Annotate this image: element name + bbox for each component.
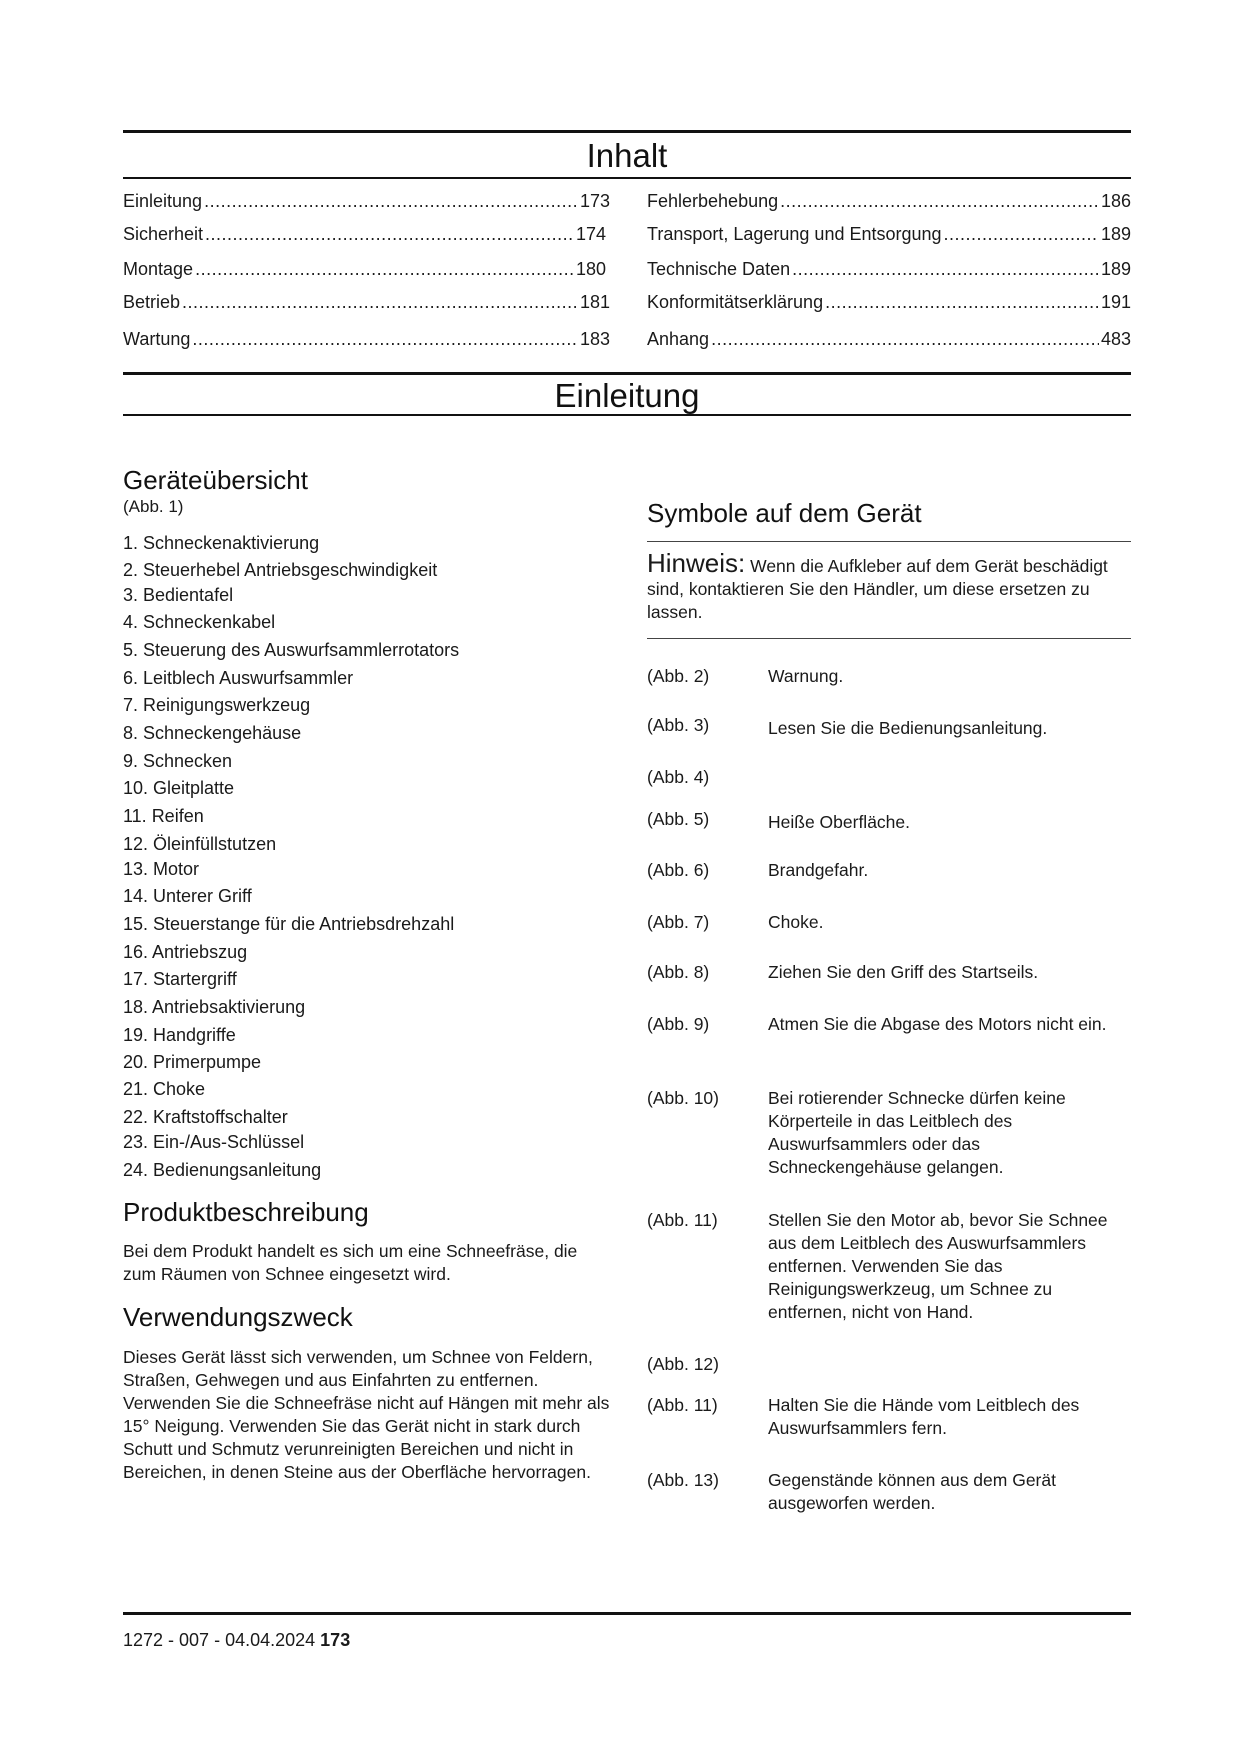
toc-entry-page: 181	[579, 292, 610, 312]
symbol-description: Bei rotierender Schnecke dürfen keine Körperteile in das Leitblech des Auswurfsammlers oder das Schneckengehäuse gelangen.	[768, 1088, 1066, 1177]
symbol-figure-ref: (Abb. 11)	[647, 1210, 718, 1230]
list-item: 23. Ein-/Aus-Schlüssel	[123, 1132, 305, 1152]
toc-entry[interactable]	[123, 223, 606, 245]
symbol-figure-ref: (Abb. 9)	[647, 1014, 710, 1034]
toc-entry-page: 173	[579, 191, 610, 211]
list-item: 22. Kraftstoffschalter	[123, 1107, 288, 1127]
toc-bottom-rule	[123, 177, 1131, 179]
list-item: 5. Steuerung des Auswurfsammlerrotators	[123, 640, 460, 660]
list-item: 19. Handgriffe	[123, 1025, 236, 1045]
symbol-figure-ref: (Abb. 10)	[647, 1088, 719, 1108]
list-item: 17. Startergriff	[123, 969, 237, 989]
list-item: 8. Schneckengehäuse	[123, 723, 302, 743]
intro-top-rule	[123, 372, 1131, 375]
toc-leader-dots	[711, 328, 1099, 350]
symbol-figure-ref: (Abb. 12)	[647, 1354, 719, 1374]
footer-rule	[123, 1612, 1131, 1615]
product-description: Bei dem Produkt handelt es sich um eine Schneefräse, die zum Räumen von Schnee eingesetzt wird.	[123, 1241, 578, 1284]
list-item: 16. Antriebszug	[123, 942, 248, 962]
note-label: Hinweis:	[647, 548, 746, 578]
symbol-figure-ref: (Abb. 8)	[647, 962, 710, 982]
symbol-description: Choke.	[768, 912, 824, 932]
intro-title: Einleitung	[554, 377, 700, 414]
note-text: Wenn die Aufkleber auf dem Gerät beschädigt sind, kontaktieren Sie den Händler, um diese ersetzen zu lassen.	[647, 556, 1108, 622]
note-top-rule	[647, 541, 1131, 542]
list-item: 24. Bedienungsanleitung	[123, 1160, 322, 1180]
toc-leader-dots	[944, 223, 1099, 245]
symbol-figure-ref: (Abb. 4)	[647, 767, 710, 787]
symbol-description: Halten Sie die Hände vom Leitblech des Auswurfsammlers fern.	[768, 1395, 1080, 1438]
overview-heading: Geräteübersicht	[123, 465, 308, 495]
list-item: 6. Leitblech Auswurfsammler	[123, 668, 354, 688]
list-item: 20. Primerpumpe	[123, 1052, 262, 1072]
symbol-description: Atmen Sie die Abgase des Motors nicht ein.	[768, 1014, 1107, 1034]
toc-entry[interactable]	[123, 190, 610, 212]
note-block	[647, 548, 1131, 624]
toc-entry[interactable]	[647, 291, 1131, 313]
toc-top-rule	[123, 130, 1131, 133]
toc-entry[interactable]	[123, 328, 610, 350]
toc-entry-label: Konformitätserklärung	[647, 292, 824, 312]
toc-entry-label: Fehlerbehebung	[647, 191, 779, 211]
toc-entry-label: Anhang	[647, 329, 710, 349]
toc-entry-page: 180	[575, 259, 606, 279]
symbol-figure-ref: (Abb. 3)	[647, 715, 710, 735]
symbol-description: Ziehen Sie den Griff des Startseils.	[768, 962, 1039, 982]
toc-leader-dots	[792, 258, 1099, 280]
list-item: 10. Gleitplatte	[123, 778, 235, 798]
symbol-description: Warnung.	[768, 666, 844, 686]
overview-figure-ref: (Abb. 1)	[123, 497, 184, 516]
toc-entry[interactable]	[123, 291, 610, 313]
symbol-description: Stellen Sie den Motor ab, bevor Sie Schnee aus dem Leitblech des Auswurfsammlers entfernen. Verwenden Sie das Reinigungswerkzeug, um Schnee zu entfernen, nicht von Hand.	[768, 1210, 1108, 1322]
list-item: 9. Schnecken	[123, 751, 233, 771]
product-heading: Produktbeschreibung	[123, 1197, 369, 1227]
list-item: 18. Antriebsaktivierung	[123, 997, 306, 1017]
toc-entry-label: Wartung	[123, 329, 191, 349]
symbol-figure-ref: (Abb. 2)	[647, 666, 710, 686]
symbol-description: Lesen Sie die Bedienungsanleitung.	[768, 718, 1048, 738]
toc-entry-label: Transport, Lagerung und Entsorgung	[647, 224, 942, 244]
list-item: 2. Steuerhebel Antriebsgeschwindigkeit	[123, 560, 438, 580]
toc-leader-dots	[182, 291, 578, 313]
toc-leader-dots	[192, 328, 578, 350]
symbol-figure-ref: (Abb. 6)	[647, 860, 710, 880]
list-item: 4. Schneckenkabel	[123, 612, 276, 632]
footer	[123, 1630, 350, 1651]
symbol-figure-ref: (Abb. 13)	[647, 1470, 719, 1490]
toc-entry[interactable]	[647, 258, 1131, 280]
footer-document-code: 1272 - 007 - 04.04.2024	[123, 1630, 316, 1650]
list-item: 13. Motor	[123, 859, 200, 879]
toc-leader-dots	[780, 190, 1099, 212]
list-item: 7. Reinigungswerkzeug	[123, 695, 311, 715]
toc-entry-page: 483	[1100, 329, 1131, 349]
toc-entry[interactable]	[647, 190, 1131, 212]
usage-description: Dieses Gerät lässt sich verwenden, um Schnee von Feldern, Straßen, Gehwegen und aus Einfahrten zu entfernen. Verwenden Sie die Schneefräse nicht auf Hängen mit mehr als 15° Neigung. Verwenden Sie das Gerät nicht in stark durch Schutt und Schmutz verunreinigten Bereichen und nicht in Bereichen, in denen Steine aus der Oberfläche hervorragen.	[123, 1347, 610, 1482]
toc-title: Inhalt	[586, 137, 668, 174]
list-item: 11. Reifen	[123, 806, 204, 826]
usage-heading: Verwendungszweck	[123, 1302, 353, 1332]
symbol-figure-ref: (Abb. 5)	[647, 809, 710, 829]
toc-leader-dots	[204, 190, 578, 212]
symbol-description: Heiße Oberfläche.	[768, 812, 911, 832]
toc-entry-label: Betrieb	[123, 292, 181, 312]
symbols-heading: Symbole auf dem Gerät	[647, 498, 922, 528]
toc-entry-page: 189	[1100, 259, 1131, 279]
symbol-description: Brandgefahr.	[768, 860, 869, 880]
symbol-figure-ref: (Abb. 7)	[647, 912, 710, 932]
toc-leader-dots	[205, 223, 574, 245]
toc-entry-page: 174	[575, 224, 606, 244]
symbol-figure-ref: (Abb. 11)	[647, 1395, 718, 1415]
footer-page-number: 173	[320, 1630, 351, 1650]
toc-entry[interactable]	[123, 258, 606, 280]
list-item: 21. Choke	[123, 1079, 206, 1099]
toc-entry[interactable]	[647, 328, 1131, 350]
toc-entry-page: 191	[1100, 292, 1131, 312]
toc-leader-dots	[825, 291, 1099, 313]
list-item: 12. Öleinfüllstutzen	[123, 834, 277, 854]
toc-entry[interactable]	[647, 223, 1131, 245]
toc-entry-label: Einleitung	[123, 191, 203, 211]
list-item: 3. Bedientafel	[123, 585, 234, 605]
symbol-description: Gegenstände können aus dem Gerät ausgeworfen werden.	[768, 1470, 1056, 1513]
toc-entry-label: Sicherheit	[123, 224, 204, 244]
note-bottom-rule	[647, 638, 1131, 639]
toc-leader-dots	[195, 258, 574, 280]
toc-entry-page: 186	[1100, 191, 1131, 211]
intro-bottom-rule	[123, 414, 1131, 416]
list-item: 14. Unterer Griff	[123, 886, 252, 906]
list-item: 15. Steuerstange für die Antriebsdrehzahl	[123, 914, 455, 934]
toc-entry-label: Montage	[123, 259, 194, 279]
list-item: 1. Schneckenaktivierung	[123, 533, 320, 553]
toc-entry-label: Technische Daten	[647, 259, 791, 279]
toc-entry-page: 183	[579, 329, 610, 349]
toc-entry-page: 189	[1100, 224, 1131, 244]
